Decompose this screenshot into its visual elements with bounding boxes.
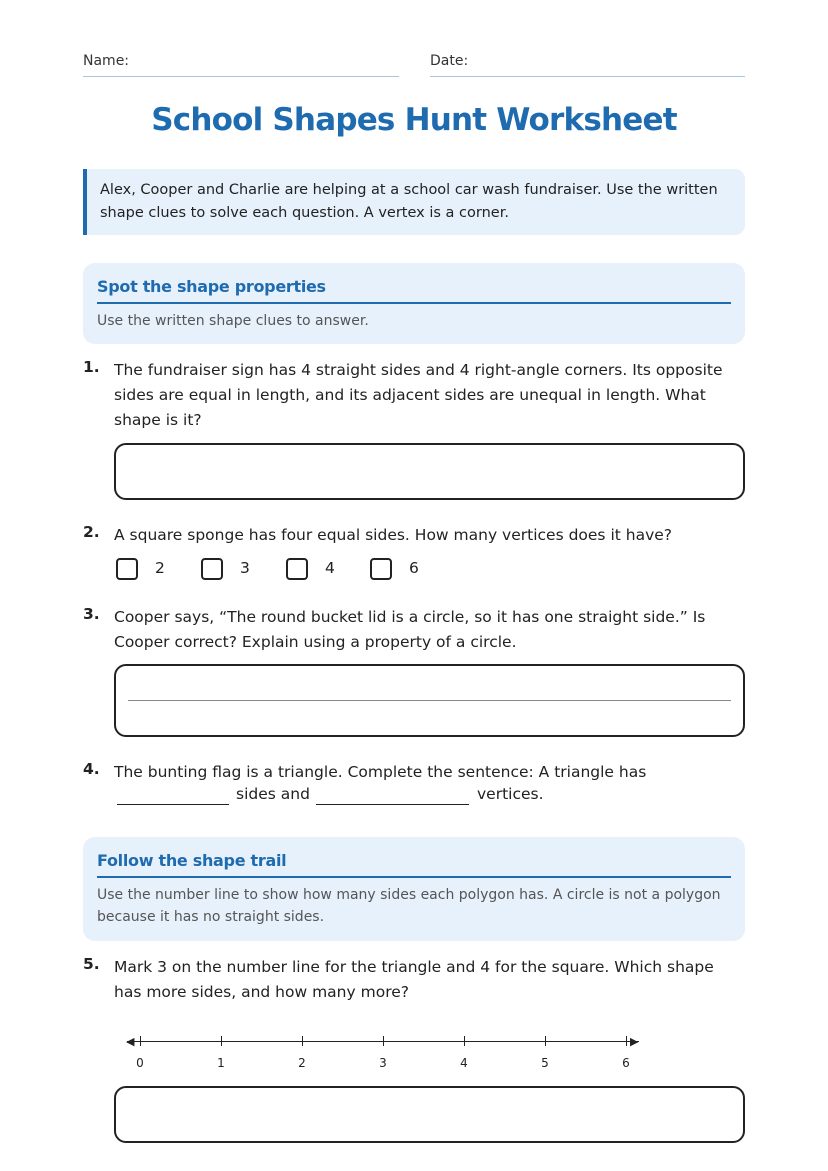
checkbox[interactable] bbox=[370, 558, 392, 580]
number-line-tick bbox=[140, 1036, 141, 1046]
intro-text: Alex, Cooper and Charlie are helping at a school car wash fundraiser. Use the written shape clues to solve each question. A vertex is a corner. bbox=[100, 182, 718, 221]
checkbox[interactable] bbox=[201, 558, 223, 580]
question-text: Cooper says, “The round bucket lid is a circle, so it has one straight side.” Is Cooper correct? Explain using a property of a circle. bbox=[114, 608, 706, 651]
question-number: 3. bbox=[83, 605, 100, 623]
number-line-tick-label: 0 bbox=[136, 1056, 144, 1070]
number-line-tick bbox=[626, 1036, 627, 1046]
answer-box-q5[interactable] bbox=[114, 1086, 745, 1143]
blank-sides[interactable] bbox=[117, 804, 229, 805]
option-label: 4 bbox=[325, 559, 335, 577]
section-follow-shape-trail bbox=[83, 837, 745, 941]
sentence-fragment: sides and bbox=[236, 785, 310, 803]
number-line-tick-label: 5 bbox=[541, 1056, 549, 1070]
number-line-tick-label: 3 bbox=[379, 1056, 387, 1070]
number-line-tick bbox=[221, 1036, 222, 1046]
arrow-left-icon: ◀ bbox=[126, 1035, 135, 1048]
question-number: 5. bbox=[83, 955, 100, 973]
checkbox[interactable] bbox=[116, 558, 138, 580]
number-line-tick-label: 2 bbox=[298, 1056, 306, 1070]
sentence-fragment: vertices. bbox=[477, 785, 544, 803]
arrow-right-icon: ▶ bbox=[630, 1035, 639, 1048]
date-field-line[interactable] bbox=[430, 76, 745, 77]
intro-callout bbox=[83, 169, 745, 235]
date-label: Date: bbox=[430, 53, 469, 69]
question-text: The bunting flag is a triangle. Complete the sentence: A triangle has bbox=[114, 763, 647, 781]
number-line-tick bbox=[464, 1036, 465, 1046]
question-text: Mark 3 on the number line for the triangle and 4 for the square. Which shape has more sides, and how many more? bbox=[114, 958, 714, 1001]
question-number: 1. bbox=[83, 358, 100, 376]
answer-box-q3[interactable] bbox=[114, 664, 745, 737]
section-title: Spot the shape properties bbox=[97, 277, 731, 304]
number-line-tick-label: 6 bbox=[622, 1056, 630, 1070]
answer-box-q1[interactable] bbox=[114, 443, 745, 500]
question-text: A square sponge has four equal sides. How many vertices does it have? bbox=[114, 526, 673, 544]
question-number: 2. bbox=[83, 523, 100, 541]
section-description: Use the written shape clues to answer. bbox=[97, 313, 369, 329]
question-number: 4. bbox=[83, 760, 100, 778]
number-line-tick-label: 1 bbox=[217, 1056, 225, 1070]
checkbox[interactable] bbox=[286, 558, 308, 580]
option-label: 6 bbox=[409, 559, 419, 577]
section-title: Follow the shape trail bbox=[97, 851, 731, 878]
writing-line bbox=[128, 700, 731, 701]
question-text: The fundraiser sign has 4 straight sides and 4 right-angle corners. Its opposite sides are equal in length, and its adjacent sides are unequal in length. What shape is it? bbox=[114, 361, 723, 429]
option-label: 3 bbox=[240, 559, 250, 577]
number-line-tick bbox=[302, 1036, 303, 1046]
number-line-tick bbox=[545, 1036, 546, 1046]
name-field-line[interactable] bbox=[83, 76, 399, 77]
number-line-tick bbox=[383, 1036, 384, 1046]
blank-vertices[interactable] bbox=[316, 804, 469, 805]
option-label: 2 bbox=[155, 559, 165, 577]
section-spot-shape-properties bbox=[83, 263, 745, 344]
name-label: Name: bbox=[83, 53, 130, 69]
section-description: Use the number line to show how many sides each polygon has. A circle is not a polygon because it has no straight sides. bbox=[97, 887, 721, 925]
worksheet-title: School Shapes Hunt Worksheet bbox=[151, 102, 677, 138]
number-line-tick-label: 4 bbox=[460, 1056, 468, 1070]
